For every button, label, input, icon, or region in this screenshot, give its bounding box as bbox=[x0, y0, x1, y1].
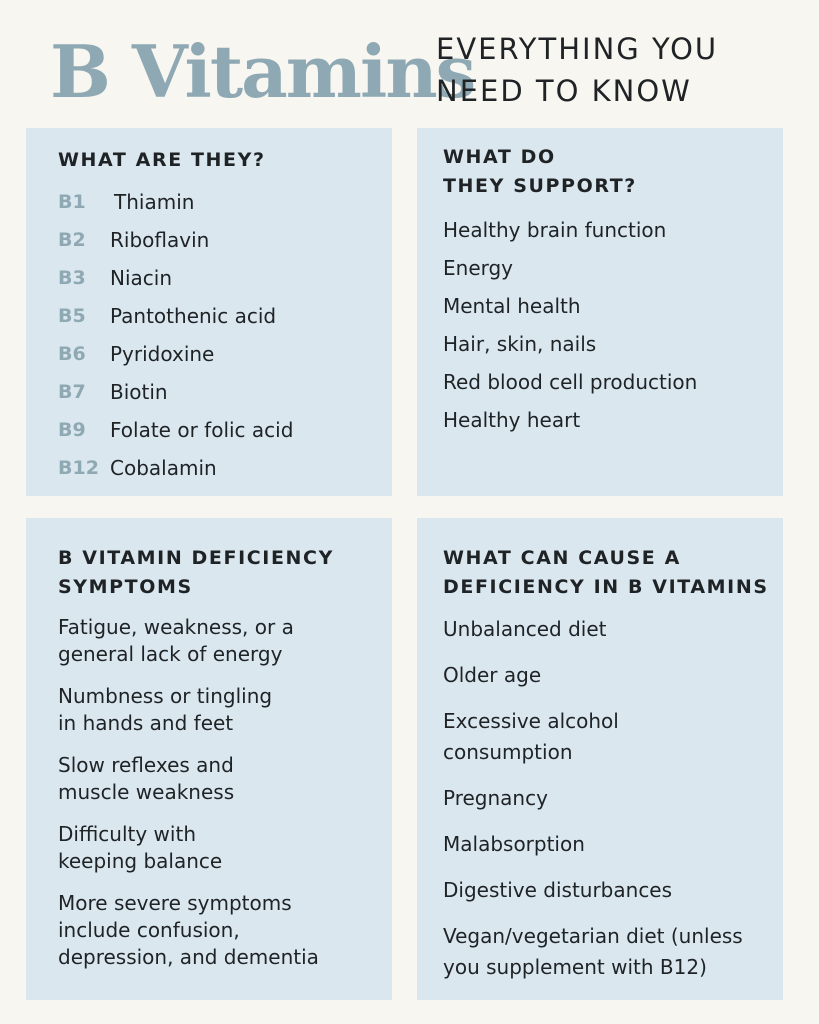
vitamin-row-b6 bbox=[58, 335, 392, 373]
vitamin-name: Pyridoxine bbox=[110, 342, 215, 366]
support-item: Mental health bbox=[443, 294, 581, 318]
vitamin-row-b3 bbox=[58, 259, 392, 297]
vitamin-name: Riboflavin bbox=[110, 228, 210, 252]
vitamin-name: Biotin bbox=[110, 380, 168, 404]
vitamin-row-b2 bbox=[58, 221, 392, 259]
vitamin-code: B6 bbox=[58, 343, 86, 365]
cause-item: Vegan/vegetarian diet (unless you supplement with B12) bbox=[443, 924, 743, 979]
what-they-support-heading bbox=[443, 143, 783, 201]
vitamin-name: Niacin bbox=[110, 266, 173, 290]
vitamin-row-b5 bbox=[58, 297, 392, 335]
symptoms-heading bbox=[58, 544, 392, 602]
vitamin-row-b1 bbox=[58, 183, 392, 221]
symptom-item: Slow reflexes and muscle weakness bbox=[58, 753, 235, 804]
vitamin-row-b7 bbox=[58, 373, 392, 411]
vitamin-code: B1 bbox=[58, 191, 86, 213]
vitamin-code: B9 bbox=[58, 419, 86, 441]
heading-line-1: WHAT DO bbox=[443, 146, 556, 168]
cause-item: Digestive disturbances bbox=[443, 878, 673, 902]
support-item: Hair, skin, nails bbox=[443, 332, 597, 356]
heading-line-2: DEFICIENCY IN B VITAMINS bbox=[443, 576, 769, 598]
vitamin-code: B7 bbox=[58, 381, 86, 403]
support-item: Healthy heart bbox=[443, 408, 581, 432]
subtitle-line-2: NEED TO KNOW bbox=[436, 74, 692, 108]
cause-item: Excessive alcohol consumption bbox=[443, 709, 619, 764]
vitamin-row-b9 bbox=[58, 411, 392, 449]
symptom-item: More severe symptoms include confusion, depression, and dementia bbox=[58, 891, 319, 969]
vitamin-row-b12 bbox=[58, 449, 392, 487]
vitamin-name: Cobalamin bbox=[110, 456, 217, 480]
vitamin-name: Folate or folic acid bbox=[110, 418, 294, 442]
heading-line-2: SYMPTOMS bbox=[58, 576, 193, 598]
what-they-support-card bbox=[417, 128, 783, 496]
support-list bbox=[443, 211, 783, 439]
deficiency-symptoms-card bbox=[26, 518, 392, 1000]
what-are-they-card bbox=[26, 128, 392, 496]
vitamin-code: B3 bbox=[58, 267, 86, 289]
heading-line-1: WHAT CAN CAUSE A bbox=[443, 547, 681, 569]
symptom-item: Difficulty with keeping balance bbox=[58, 822, 223, 873]
symptom-item: Fatigue, weakness, or a general lack of energy bbox=[58, 615, 294, 666]
cause-item: Unbalanced diet bbox=[443, 617, 607, 641]
cause-item: Older age bbox=[443, 663, 542, 687]
cause-item: Pregnancy bbox=[443, 786, 548, 810]
vitamin-name: Thiamin bbox=[114, 190, 195, 214]
support-item: Healthy brain function bbox=[443, 218, 667, 242]
causes-heading bbox=[443, 544, 783, 602]
heading-line-1: B VITAMIN DEFICIENCY bbox=[58, 547, 334, 569]
what-are-they-heading: WHAT ARE THEY? bbox=[58, 149, 266, 171]
vitamin-list bbox=[58, 183, 392, 487]
vitamin-code: B5 bbox=[58, 305, 86, 327]
cause-item: Malabsorption bbox=[443, 832, 585, 856]
page-subtitle bbox=[436, 28, 718, 112]
causes-list bbox=[443, 614, 783, 983]
page-title: B Vitamins bbox=[50, 29, 475, 114]
symptom-item: Numbness or tingling in hands and feet bbox=[58, 684, 273, 735]
support-item: Red blood cell production bbox=[443, 370, 698, 394]
subtitle-line-1: EVERYTHING YOU bbox=[436, 32, 719, 66]
vitamin-code: B2 bbox=[58, 229, 86, 251]
vitamin-code: B12 bbox=[58, 457, 99, 479]
deficiency-causes-card bbox=[417, 518, 783, 1000]
support-item: Energy bbox=[443, 256, 514, 280]
vitamin-name: Pantothenic acid bbox=[110, 304, 277, 328]
symptoms-list bbox=[58, 614, 392, 971]
heading-line-2: THEY SUPPORT? bbox=[443, 175, 637, 197]
